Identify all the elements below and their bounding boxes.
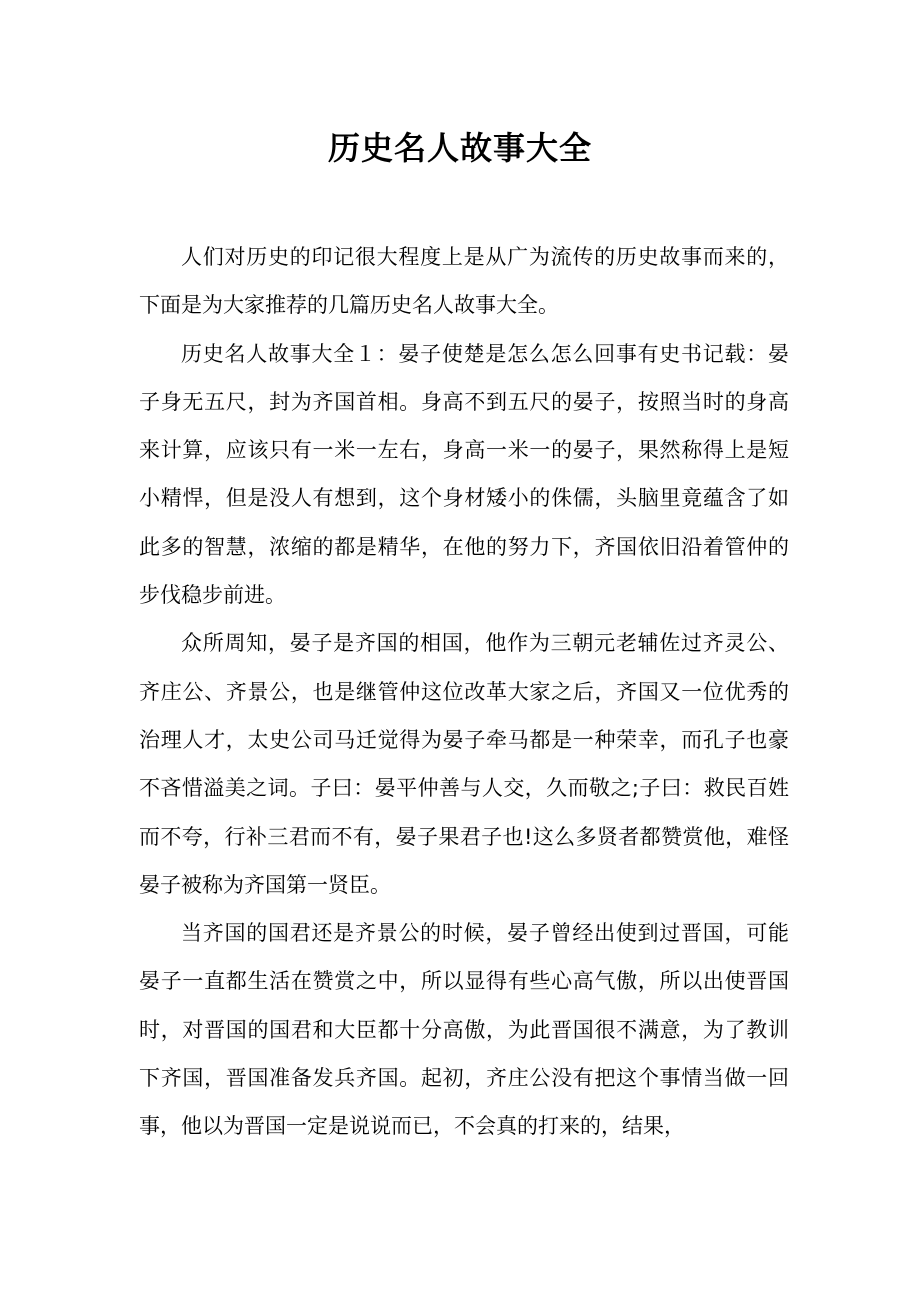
document-title: 历史名人故事大全 [327, 129, 592, 167]
paragraph-yanzi-reputation: 众所周知，晏子是齐国的相国，他作为三朝元老辅佐过齐灵公、齐庄公、齐景公，也是继管仲这位改革大家之后，齐国又一位优秀的治理人才，太史公司马迁觉得为晏子牵马都是一种荣幸，而孔子也豪不吝惜溢美之词。子曰：晏平仲善与人交，久而敬之;子曰：救民百姓而不夸，行补三君而不有，晏子果君子也!这么多贤者都赞赏他，难怪晏子被称为齐国第一贤臣。 [139, 631, 789, 897]
paragraph-intro: 人们对历史的印记很大程度上是从广为流传的历史故事而来的，下面是为大家推荐的几篇历史名人故事大全。 [139, 245, 789, 318]
document-body [139, 233, 789, 1151]
paragraph-story-1: 历史名人故事大全１：晏子使楚是怎么怎么回事有史书记载：晏子身无五尺，封为齐国首相。身高不到五尺的晏子，按照当时的身高来计算，应该只有一米一左右，身高一米一的晏子，果然称得上是短小精悍，但是没人有想到，这个身材矮小的侏儒，头脑里竟蕴含了如此多的智慧，浓缩的都是精华，在他的努力下，齐国依旧沿着管仲的步伐稳步前进。 [139, 341, 789, 608]
paragraph-jin-mission: 当齐国的国君还是齐景公的时候，晏子曾经出使到过晋国，可能晏子一直都生活在赞赏之中，所以显得有些心高气傲，所以出使晋国时，对晋国的国君和大臣都十分高傲，为此晋国很不满意，为了教训下齐国，晋国准备发兵齐国。起初，齐庄公没有把这个事情当做一回事，他以为晋国一定是说说而已，不会真的打来的，结果， [139, 921, 789, 1139]
